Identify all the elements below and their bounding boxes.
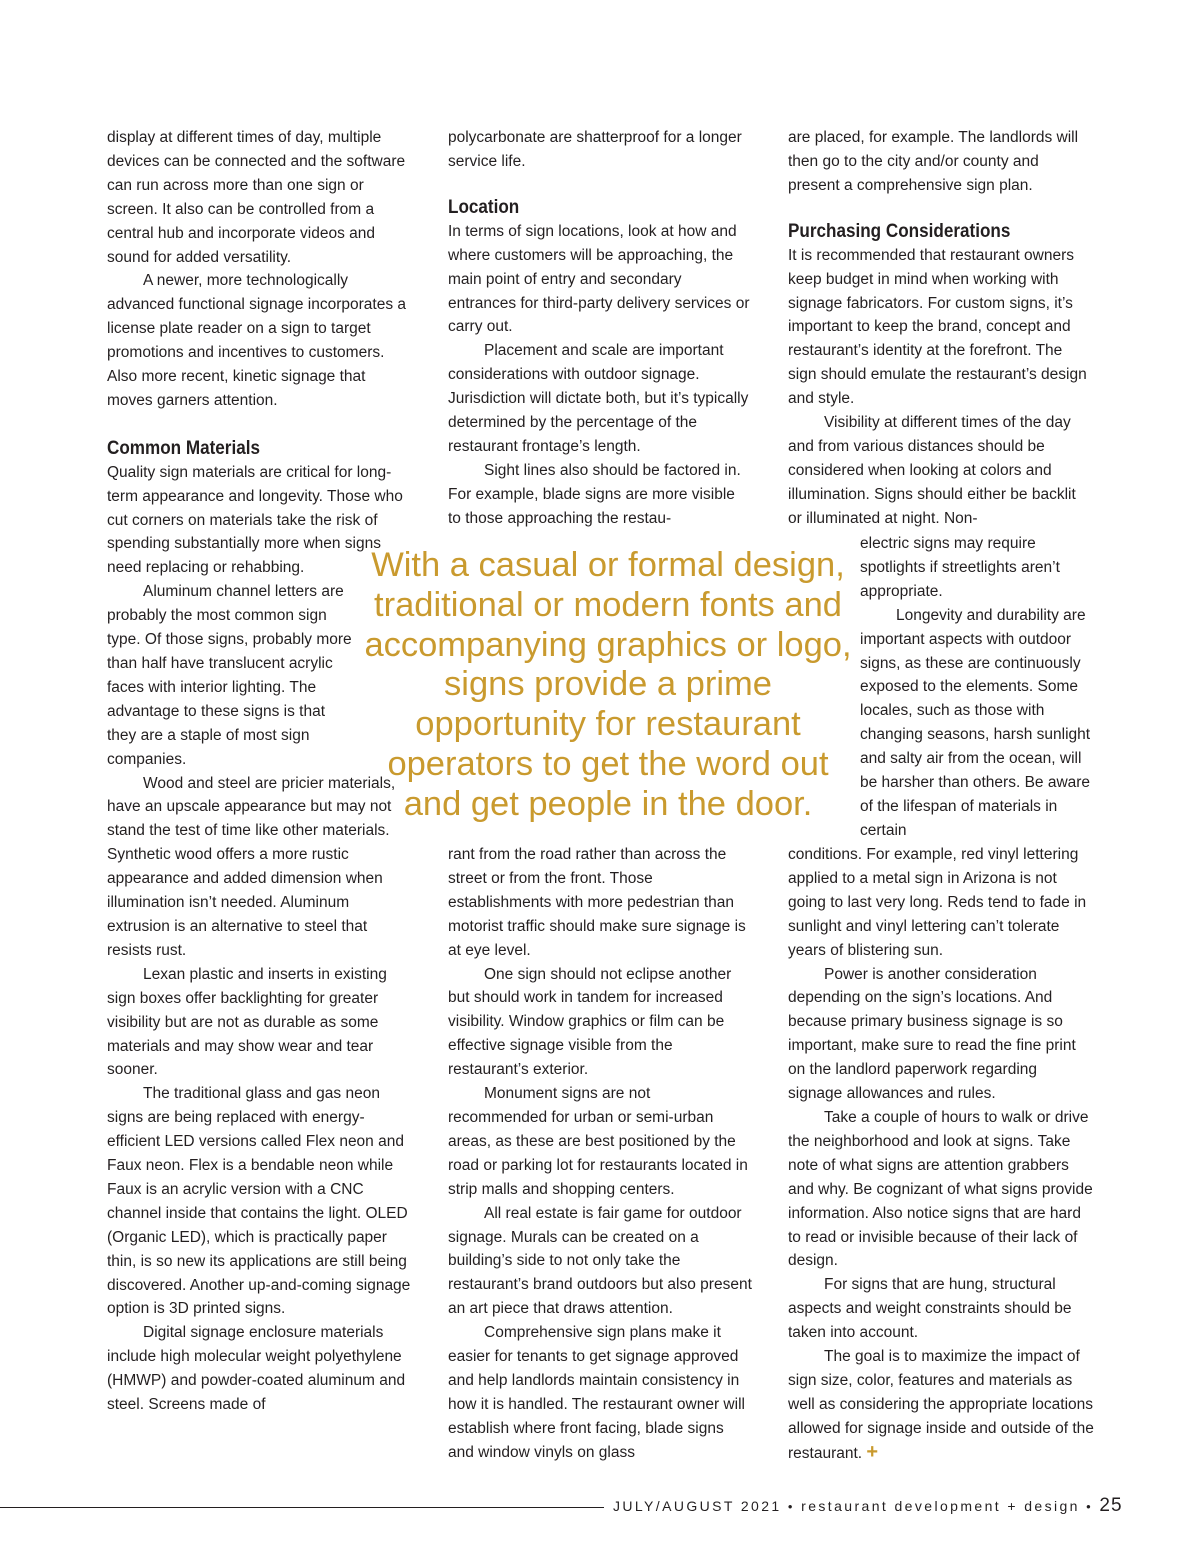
- paragraph: It is recommended that restaurant owners keep budget in mind when working with signage fabricators. For custom signs, it’s important to keep the brand, concept and restaurant’s identity at the forefront. The sign should emulate the restaurant’s design and style.: [788, 246, 1087, 408]
- paragraph: The traditional glass and gas neon signs are being replaced with energy-efficient LED versions called Flex neon and Faux neon. Flex is a bendable neon while Faux is an acrylic version with a CNC channel inside that contains the light. OLED (Organic LED), which is practically paper thin, is so new its applications are still being discovered. Another up-and-coming signage option is 3D printed signs.: [107, 1085, 411, 1318]
- paragraph: polycarbonate are shatterproof for a longer service life.: [448, 129, 742, 170]
- paragraph: A newer, more technologically advanced functional signage incorporates a license plate reader on a sign to target promotions and incentives to customers. Also more recent, kinetic signage that moves garners attention.: [107, 272, 407, 409]
- page-footer: [613, 1495, 1123, 1517]
- paragraph: rant from the road rather than across the street or from the front. Those establishments with more pedestrian than motorist traffic should make sure signage is at eye level.: [448, 846, 746, 959]
- paragraph: Longevity and durability are important aspects with outdoor signs, as these are continuously exposed to the elements. Some locales, such as those with changing seasons, harsh sunlight and salty air from the ocean, will be harsher than others. Be aware of the lifespan of materials in certain: [860, 606, 1091, 839]
- article-column-3-bottom: [788, 843, 1094, 1466]
- section-heading-purchasing-considerations: Purchasing Considerations: [788, 220, 1011, 242]
- paragraph: Take a couple of hours to walk or drive the neighborhood and look at signs. Take note of what signs are attention grabbers and why. Be cognizant of what signs provide information. Also notice signs that are hard to read or invisible because of their lack of design.: [788, 1108, 1093, 1270]
- paragraph: Monument signs are not recommended for urban or semi-urban areas, as these are best positioned by the road or parking lot for restaurants located in strip malls and shopping centers.: [448, 1085, 748, 1198]
- paragraph: display at different times of day, multiple devices can be connected and the software can run across more than one sign or screen. It also can be controlled from a central hub and incorporate videos and sound for added versatility.: [107, 129, 406, 266]
- paragraph: All real estate is fair game for outdoor signage. Murals can be created on a building’s side to not only take the restaurant’s brand outdoors but also present an art piece that draws attention.: [448, 1204, 752, 1318]
- footer-magazine: restaurant development + design: [801, 1498, 1080, 1514]
- pull-quote: With a casual or formal design, traditional or modern fonts and accompanying graphics or logo, signs provide a prime opportunity for restaurant operators to get the word out and get people in the door.: [364, 546, 852, 823]
- paragraph: Lexan plastic and inserts in existing sign boxes offer backlighting for greater visibility but are not as durable as some materials and may show wear and tear sooner.: [107, 965, 387, 1079]
- paragraph: Placement and scale are important considerations with outdoor signage. Jurisdiction will dictate both, but it’s typically determined by the percentage of the restaurant frontage’s length.: [448, 342, 749, 455]
- paragraph: Quality sign materials are critical for long-term appearance and longevity. Those who cut corners on materials take the risk of spending substantially more when signs need replacing or rehabbing.: [107, 463, 403, 577]
- paragraph: For signs that are hung, structural aspects and weight constraints should be taken into account.: [788, 1276, 1072, 1342]
- paragraph: One sign should not eclipse another but should work in tandem for increased visibility. Window graphics or film can be effective signage visible from the restaurant’s exterior.: [448, 965, 732, 1079]
- article-column-2-bottom: [448, 843, 752, 1465]
- paragraph: conditions. For example, red vinyl lettering applied to a metal sign in Arizona is not going to last very long. Reds tend to fade in sunlight and vinyl lettering can’t tolerate years of blistering sun.: [788, 846, 1087, 959]
- page-number: 25: [1099, 1495, 1123, 1516]
- section-heading-common-materials: Common Materials: [107, 437, 260, 459]
- paragraph: [788, 1345, 1094, 1466]
- paragraph: Sight lines also should be factored in. For example, blade signs are more visible to those approaching the restau-: [448, 461, 741, 527]
- footer-issue: JULY/AUGUST 2021: [613, 1498, 782, 1514]
- paragraph: Wood and steel are pricier materials, have an upscale appearance but may not stand the test of time like other materials. Synthetic wood offers a more rustic appearance and added dimension when illumination isn’t needed. Aluminum extrusion is an alternative to steel that resists rust.: [107, 774, 396, 959]
- footer-rule: [0, 1507, 604, 1508]
- paragraph: Visibility at different times of the day and from various distances should be considered when looking at colors and illumination. Signs should either be backlit or illuminated at night. Non-: [788, 414, 1076, 527]
- paragraph: Power is another consideration depending on the sign’s locations. And because primary business signage is so important, make sure to read the fine print on the landlord paperwork regarding signage allowances and rules.: [788, 965, 1076, 1103]
- footer-bullet: •: [787, 1499, 795, 1514]
- article-column-2-top: [448, 126, 750, 531]
- section-heading-location: Location: [448, 196, 520, 218]
- paragraph: In terms of sign locations, look at how and where customers will be approaching, the main point of entry and secondary entrances for third-party delivery services or carry out.: [448, 222, 750, 336]
- paragraph: are placed, for example. The landlords will then go to the city and/or county and present a comprehensive sign plan.: [788, 129, 1079, 194]
- paragraph: Aluminum channel letters are probably the most common sign type. Of those signs, probably more than half have translucent acrylic faces with interior lighting. The advantage to these signs is that they are a staple of most sign companies.: [107, 583, 352, 768]
- paragraph: Comprehensive sign plans make it easier for tenants to get signage approved and help landlords maintain consistency in how it is handled. The restaurant owner will establish where front facing, blade signs and window vinyls on glass: [448, 1324, 745, 1461]
- paragraph: electric signs may require spotlights if streetlights aren’t appropriate.: [860, 535, 1060, 600]
- paragraph: Digital signage enclosure materials include high molecular weight polyethylene (HMWP) and powder-coated aluminum and steel. Screens made of: [107, 1324, 406, 1414]
- article-column-3-inset: [860, 532, 1092, 843]
- end-mark-plus-icon: +: [866, 1440, 879, 1463]
- footer-bullet: •: [1086, 1499, 1094, 1514]
- article-column-3-top: [788, 126, 1092, 531]
- paragraph-text: The goal is to maximize the impact of sign size, color, features and materials as well as considering the appropriate locations allowed for signage inside and outside of the restaurant.: [788, 1348, 1094, 1462]
